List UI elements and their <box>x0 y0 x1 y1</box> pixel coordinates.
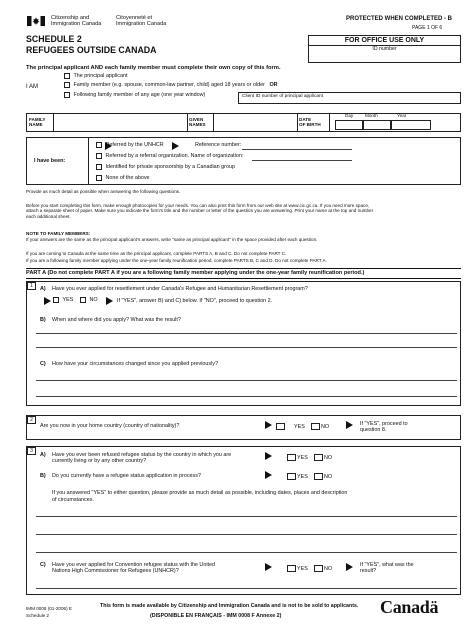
before-note-line-1: Before you start completing this form, make enough photocopies for your needs. You can also print this form from our web site at www.cic.gc.ca. If you need more space, <box>26 203 370 208</box>
family-note-line-3: If you are a following family member applying under the one-year family reunification period, complete PARTS B, C and D. Do not complete PART A. <box>26 258 327 263</box>
french-version-notice: (DISPONIBLE EN FRANÇAIS - IMM 0008 F Annexe 2) <box>150 613 282 619</box>
q3c-yes-checkbox[interactable] <box>287 565 296 572</box>
arrow-icon <box>265 452 272 460</box>
q3b-yes-checkbox[interactable] <box>287 473 296 480</box>
q2-text: Are you now in your home country (country of nationality)? <box>40 423 180 429</box>
office-use-box <box>308 35 461 63</box>
q3b-letter: B) <box>40 473 46 479</box>
before-note-line-2: attach a separate sheet of paper. Make sure you indicate the form's title and the number or letter of the question you are answering. Print your name at the top and number <box>26 208 374 214</box>
referral-section <box>26 137 461 185</box>
arrow-icon <box>346 563 353 571</box>
question-3-number: 3 <box>27 447 36 455</box>
q2-yes-checkbox[interactable] <box>276 423 285 430</box>
private-sponsorship-label: Identified for private sponsorship by a Canadian group <box>105 164 235 171</box>
arrow-icon <box>265 471 272 479</box>
q3a-no-label: NO <box>324 455 333 461</box>
q2-yes-label: YES <box>294 424 305 430</box>
option-unhcr[interactable] <box>96 142 164 149</box>
form-number: IMM 0008 (01-2006) E <box>26 606 72 611</box>
referral-org-label: Referred by a referral organization. Name of organization: <box>105 153 244 160</box>
department-en-line-1: Citizenship and <box>51 15 90 21</box>
organization-name-input[interactable] <box>252 160 352 161</box>
option-family-member[interactable] <box>64 82 278 89</box>
family-note-line-1: If your answers are the same as the principal applicant's answers, write "same as principal applicant" in the space provided after each question. <box>26 237 318 242</box>
option-principal-applicant[interactable] <box>64 73 127 80</box>
unhcr-label: Referred by the UNHCR <box>105 142 164 149</box>
q1a-yes-label: YES <box>62 297 74 304</box>
q3c-no-label: NO <box>324 566 333 572</box>
q3c-text: Have you ever applied for Convention refugee status with the United Nations High Commissioner for Refugees (UNHCR)? <box>52 562 216 575</box>
option-referral-org[interactable] <box>96 153 243 160</box>
q1a-no-checkbox[interactable] <box>80 297 86 303</box>
arrow-icon <box>106 297 113 305</box>
q1a-text: Have you ever applied for resettlement under Canada's Refugee and Humanitarian Resettlement program? <box>52 286 308 292</box>
reference-number-label: Reference number: <box>195 142 242 148</box>
q1b-text: When and where did you apply? What was the result? <box>52 317 181 323</box>
client-id-label: Client ID number of principal applicant <box>242 94 324 99</box>
q3-answer-line[interactable] <box>36 552 457 553</box>
arrow-icon <box>265 421 272 429</box>
q2-note: If "YES", proceed to question 8. <box>360 421 408 434</box>
q1b-answer-line[interactable] <box>36 333 457 334</box>
department-fr-line-1: Citoyenneté et <box>116 15 153 21</box>
page-number: PAGE 1 OF 6 <box>412 25 443 31</box>
reference-number-input[interactable] <box>242 149 352 150</box>
q3-note-line-2: of circumstances. <box>52 497 94 503</box>
q1a-no-label: NO <box>89 297 98 304</box>
dob-day-input[interactable] <box>335 120 363 130</box>
arrow-icon <box>44 297 51 305</box>
q1c-answer-line[interactable] <box>36 396 457 397</box>
q3b-text: Do you currently have a refugee status application in process? <box>52 473 201 479</box>
family-member-label: Family member (e.g. spouse, common-law partner, child) aged 18 years or older <box>73 82 265 89</box>
q3b-no-checkbox[interactable] <box>314 473 323 480</box>
dob-month-input[interactable] <box>363 120 391 130</box>
date-of-birth-label: DATE OF BIRTH <box>299 117 321 128</box>
q3b-yes-label: YES <box>297 474 308 480</box>
q1c-text: How have your circumstances changed since you applied previously? <box>52 361 219 367</box>
q1b-answer-line[interactable] <box>36 347 457 348</box>
private-sponsorship-checkbox[interactable] <box>96 164 102 170</box>
q3c-yes-label: YES <box>297 566 308 572</box>
q3a-yes-label: YES <box>297 455 308 461</box>
or-label: OR <box>269 82 278 89</box>
q1c-answer-line[interactable] <box>36 380 457 381</box>
principal-applicant-checkbox[interactable] <box>64 73 70 79</box>
q3a-no-checkbox[interactable] <box>314 454 323 461</box>
q3c-answer-line[interactable] <box>36 588 457 589</box>
q1a-yes-checkbox[interactable] <box>53 297 59 303</box>
arrow-icon <box>265 563 272 571</box>
q1a-no-option[interactable] <box>80 297 98 304</box>
i-have-been-label: I have been: <box>34 158 66 164</box>
q3a-yes-checkbox[interactable] <box>287 454 296 461</box>
arrow-icon <box>346 421 353 429</box>
given-names-label: GIVEN NAMES <box>189 117 206 128</box>
family-note-line-2: If you are coming to Canada at the same time as the principal applicant, complete PARTS A, B and C. Do not complete PART C. <box>26 251 287 256</box>
instruction-text: The principal applicant AND each family member must complete their own copy of this form. <box>26 65 281 71</box>
q3-answer-line[interactable] <box>36 516 457 517</box>
before-you-start-note <box>26 203 466 219</box>
arrow-icon <box>172 142 179 150</box>
department-en-line-2: Immigration Canada <box>51 21 102 28</box>
q3a-letter: A) <box>40 452 46 458</box>
q1c-letter: C) <box>40 361 46 367</box>
canada-flag-icon <box>27 16 45 26</box>
family-member-checkbox[interactable] <box>64 82 70 88</box>
q1a-yes-option[interactable] <box>53 297 73 304</box>
canada-wordmark: Canadä <box>380 597 439 617</box>
q3a-text: Have you ever been refused refugee status by the country in which you are currently living or by any other country? <box>52 452 232 465</box>
department-fr-line-2: Immigration Canada <box>116 21 167 28</box>
form-title: SCHEDULE 2 <box>26 34 82 44</box>
i-am-label: I AM <box>26 84 39 90</box>
q1b-letter: B) <box>40 317 46 323</box>
protected-notice: PROTECTED WHEN COMPLETED - B <box>346 16 452 22</box>
option-none[interactable] <box>96 175 150 182</box>
office-use-title: FOR OFFICE USE ONLY <box>344 37 425 44</box>
principal-applicant-label: The principal applicant <box>73 73 128 80</box>
unhcr-checkbox[interactable] <box>96 142 102 148</box>
part-a-title: PART A (Do not complete PART A if you are a following family member applying under the one-year family reunification period.) <box>26 270 365 276</box>
following-member-label: Following family member of any age (one year window) <box>73 92 206 99</box>
option-private-sponsorship[interactable] <box>96 164 235 171</box>
question-1-number: 1 <box>27 282 36 290</box>
q3-note-line-1: If you answered "YES" to either question, please provide as much detail as possible, including dates, places and description <box>52 490 348 496</box>
dob-year-input[interactable] <box>391 120 431 130</box>
form-subtitle: REFUGEES OUTSIDE CANADA <box>26 45 157 55</box>
none-label: None of the above <box>105 175 150 182</box>
referral-org-checkbox[interactable] <box>96 153 102 159</box>
dob-year-label: Year <box>397 113 407 118</box>
q2-no-checkbox[interactable] <box>311 423 320 430</box>
dob-month-label: Month <box>365 113 378 118</box>
none-checkbox[interactable] <box>96 175 102 181</box>
q1a-note: If "YES", answer B) and C) below. If "NO", proceed to question 2. <box>117 298 273 304</box>
dob-day-label: Day <box>345 113 354 118</box>
department-name-en <box>51 15 111 28</box>
before-note-line-3: each additional sheet. <box>26 213 71 219</box>
q3c-no-checkbox[interactable] <box>314 565 323 572</box>
family-name-label: FAMILY NAME <box>29 117 46 128</box>
department-name-fr <box>116 15 186 28</box>
q3c-letter: C) <box>40 562 46 568</box>
option-following-member[interactable] <box>64 92 205 99</box>
following-member-checkbox[interactable] <box>64 92 70 98</box>
name-row <box>26 113 461 132</box>
question-2-number: 2 <box>27 416 36 424</box>
q1a-letter: A) <box>40 286 46 292</box>
id-number-label: ID number <box>372 46 397 52</box>
given-names-input[interactable] <box>213 114 297 131</box>
q2-no-label: NO <box>321 424 330 430</box>
availability-notice: This form is made available by Citizenship and Immigration Canada and is not to be sold to applicants. <box>100 603 359 609</box>
schedule-label: Schedule 2 <box>26 613 49 618</box>
q3b-no-label: NO <box>324 474 333 480</box>
q3c-note: If "YES", what was the result? <box>360 562 414 575</box>
family-name-input[interactable] <box>53 114 187 131</box>
family-members-note-title: NOTE TO FAMILY MEMBERS: <box>26 231 91 236</box>
client-id-field[interactable] <box>238 92 461 104</box>
q3-answer-line[interactable] <box>36 534 457 535</box>
detail-note: Provide as much detail as possible when answering the following questions. <box>26 189 181 194</box>
